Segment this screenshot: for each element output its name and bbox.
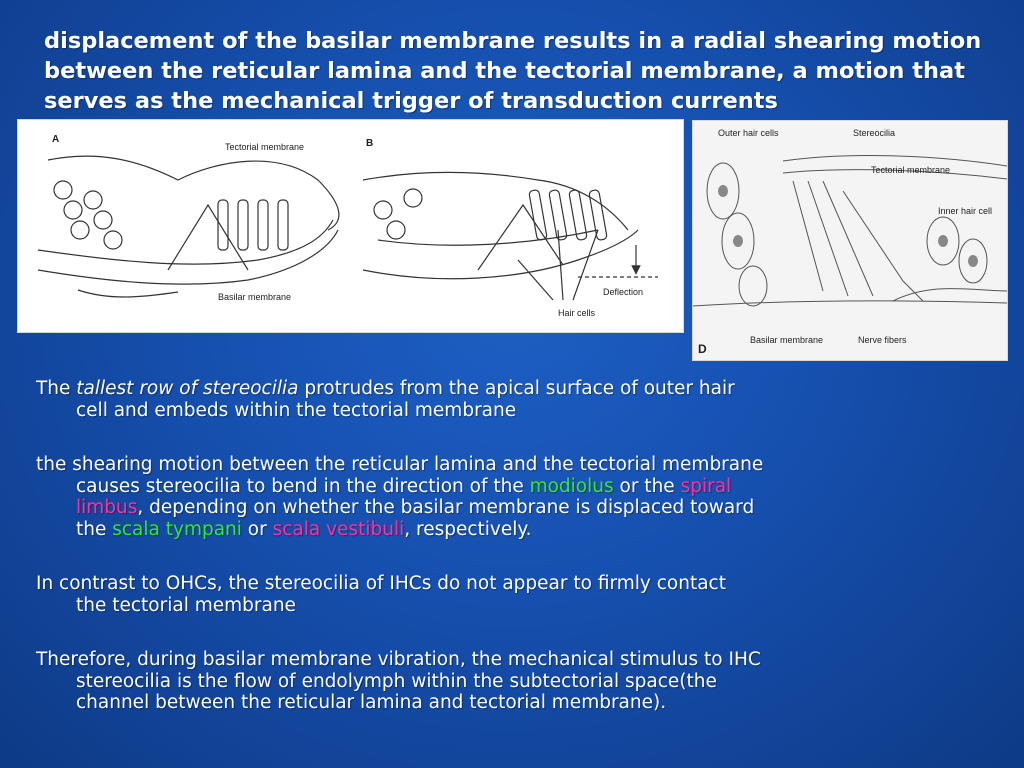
paragraph-4-line-3: channel between the reticular lamina and tectorial membrane). xyxy=(76,692,667,713)
label-stereocilia: Stereocilia xyxy=(853,128,896,138)
term-limbus: limbus xyxy=(76,497,138,518)
label-b: B xyxy=(366,138,374,149)
body-text xyxy=(36,378,986,747)
text-the-2: the xyxy=(76,518,113,540)
paragraph-3 xyxy=(36,573,986,616)
term-modiolus: modiolus xyxy=(529,475,614,497)
paragraph-2-line-2 xyxy=(36,476,986,498)
label-basilar-d: Basilar membrane xyxy=(750,335,824,345)
figure-hair-cells-d xyxy=(692,120,1008,361)
tectorial-shape-b xyxy=(363,173,628,231)
text-depending: , depending on whether the basilar membrane is displaced toward xyxy=(137,497,755,518)
label-outer-hair-cells: Outer hair cells xyxy=(718,128,779,138)
tallest-row-emphasis: tallest row of stereocilia xyxy=(76,378,299,399)
label-hair-cells: Hair cells xyxy=(558,308,596,318)
paragraph-3-line-1: In contrast to OHCs, the stereocilia of IHCs do not appear to firmly contact xyxy=(36,573,726,594)
tectorial-shape-a xyxy=(48,156,339,230)
text-the: The xyxy=(36,378,77,399)
title-line-2: between the reticular lamina and the tectorial membrane, a motion that xyxy=(44,58,965,84)
paragraph-4 xyxy=(36,649,986,714)
label-tectorial-a: Tectorial membrane xyxy=(225,142,305,152)
label-a: A xyxy=(52,134,60,145)
label-basilar-a: Basilar membrane xyxy=(218,292,292,302)
paragraph-2-line-3 xyxy=(36,497,986,519)
title-line-1: displacement of the basilar membrane results in a radial shearing motion xyxy=(44,28,982,54)
paragraph-2-line-4 xyxy=(36,519,986,541)
term-spiral: spiral xyxy=(680,475,732,497)
title-line-3: serves as the mechanical trigger of transduction currents xyxy=(44,88,778,114)
text-causes: causes stereocilia to bend in the direction of the xyxy=(76,475,530,497)
text-or-the: or the xyxy=(613,475,681,497)
term-scala-tympani: scala tympani xyxy=(112,518,242,540)
label-nerve-fibers: Nerve fibers xyxy=(858,335,907,345)
paragraph-2-line-1: the shearing motion between the reticular lamina and the tectorial membrane xyxy=(36,454,764,475)
text-protrudes: protrudes from the apical surface of outer hair xyxy=(298,378,735,399)
label-deflection: Deflection xyxy=(603,287,644,297)
paragraph-4-line-2: stereocilia is the flow of endolymph within the subtectorial space(the xyxy=(76,670,717,692)
paragraph-2 xyxy=(36,454,986,540)
label-tectorial-d: Tectorial membrane xyxy=(871,165,951,175)
figure-organ-of-corti-ab xyxy=(17,119,684,333)
paragraph-1-line-1 xyxy=(36,378,986,400)
label-inner-hair-cell: Inner hair cell xyxy=(938,206,993,216)
text-or: or xyxy=(241,518,273,540)
label-d: D xyxy=(698,342,707,356)
term-scala-vestibuli: scala vestibuli xyxy=(272,518,405,540)
figure-ab-drawing xyxy=(18,120,683,332)
paragraph-1-line-2: cell and embeds within the tectorial membrane xyxy=(76,399,517,421)
slide-title xyxy=(44,26,1004,116)
paragraph-1 xyxy=(36,378,986,421)
paragraph-4-line-1: Therefore, during basilar membrane vibration, the mechanical stimulus to IHC xyxy=(36,649,761,670)
figure-d-drawing xyxy=(693,121,1007,360)
text-respectively: , respectively. xyxy=(404,518,532,540)
paragraph-3-line-2: the tectorial membrane xyxy=(76,594,296,616)
